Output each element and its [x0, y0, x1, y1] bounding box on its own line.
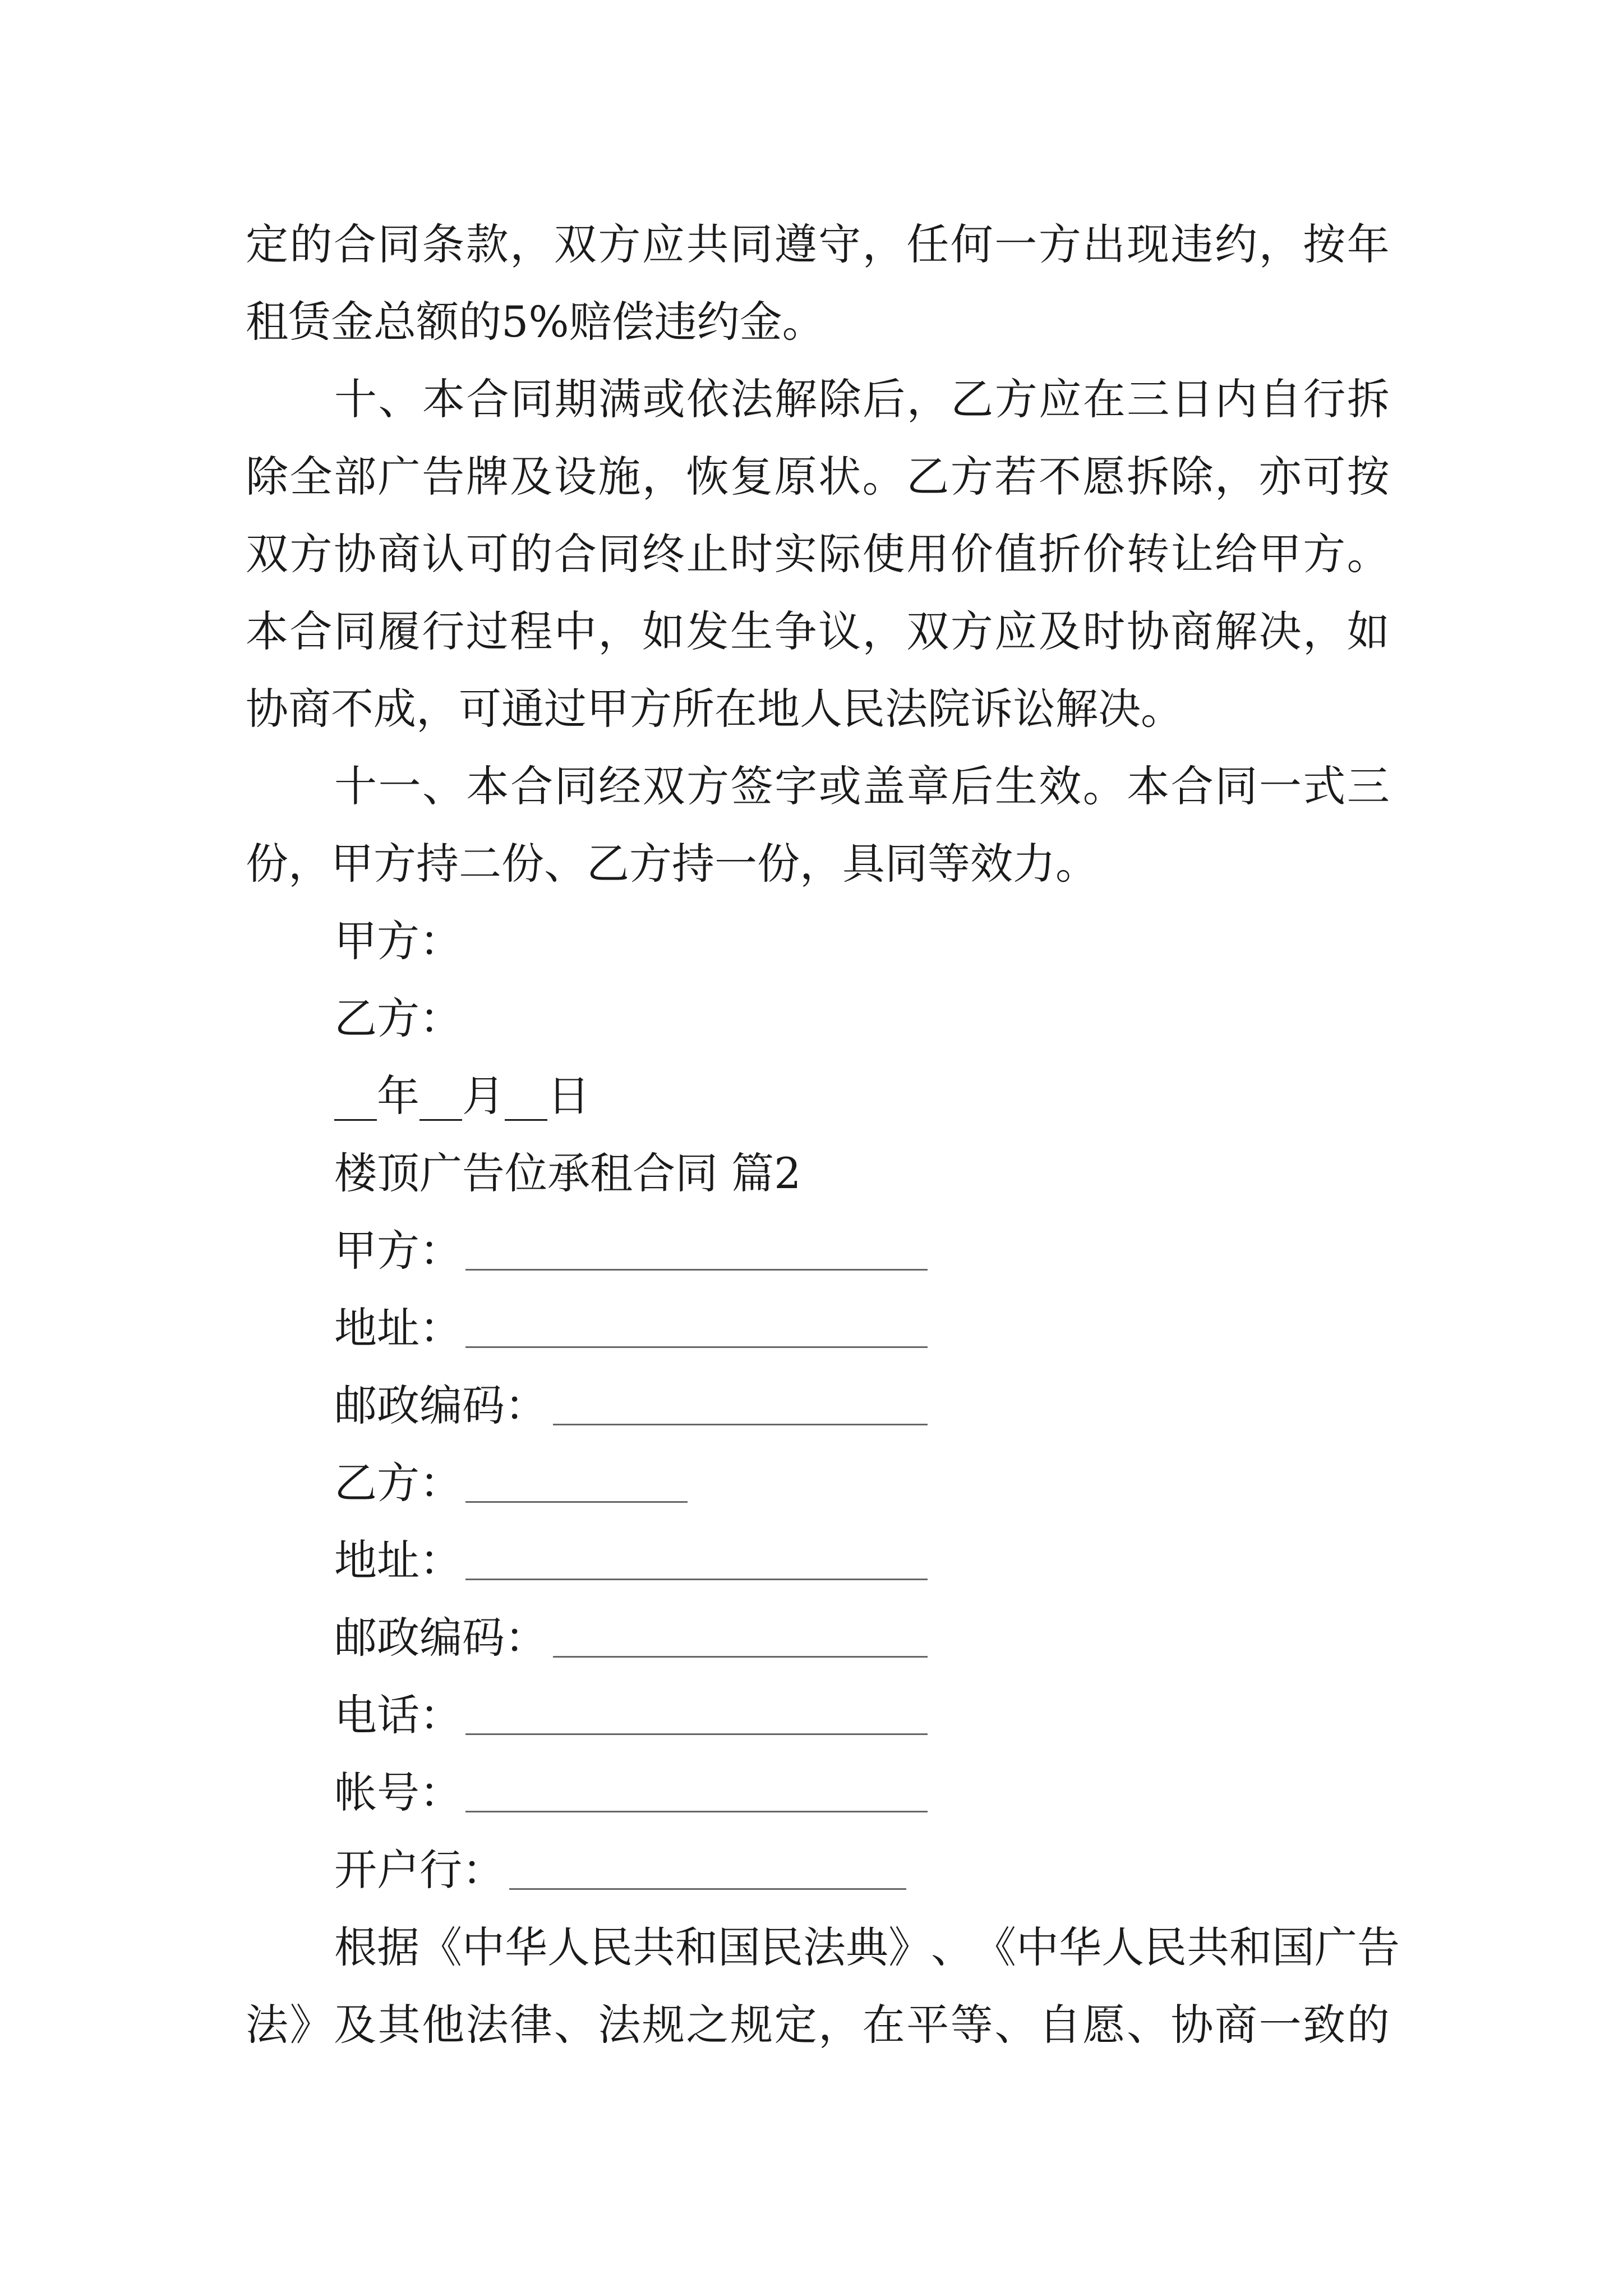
party-a-blank: [465, 1269, 928, 1271]
paragraph-line: 定 的 合 同 条 款 ， 双 方 应 共 同 遵 守 ， 任 何 一 方 出 现 违 约 ， 按 年: [246, 219, 1390, 269]
paragraph-line: 根 据 《 中 华 人 民 共 和 国 民 法 典 》 、 《 中 华 人 民 共 和 国 广 告: [334, 1922, 1400, 1972]
party-b-blank: [465, 1501, 688, 1503]
address-b-label: 地址：: [334, 1535, 462, 1585]
account-label: 帐号：: [334, 1768, 462, 1818]
paragraph-line: 租赁金总额的5%赔偿违约金。: [246, 297, 825, 347]
bank-label: 开户行：: [334, 1845, 505, 1895]
paragraph-line: 双 方 协 商 认 可 的 合 同 终 止 时 实 际 使 用 价 值 折 价 转 让 给 甲 方 。: [246, 529, 1390, 579]
address-b-blank: [465, 1579, 928, 1580]
bank-blank: [509, 1888, 906, 1890]
paragraph-line: 份，甲方持二份、乙方持一份，具同等效力。: [246, 839, 1098, 889]
date-line: __年__月__日: [334, 1071, 590, 1121]
postcode-a-label: 邮政编码：: [334, 1381, 547, 1430]
postcode-b-blank: [553, 1656, 928, 1658]
section-title: 楼顶广告位承租合同 篇2: [334, 1148, 801, 1198]
paragraph-line: 十 一 、 本 合 同 经 双 方 签 字 或 盖 章 后 生 效 。 本 合 同 一 式 三: [334, 761, 1390, 811]
party-a-label: 甲方：: [334, 1226, 462, 1276]
paragraph-line: 十 、 本 合 同 期 满 或 依 法 解 除 后 ， 乙 方 应 在 三 日 内 自 行 拆: [334, 374, 1390, 424]
account-blank: [465, 1811, 928, 1812]
paragraph-line: 协商不成，可通过甲方所在地人民法院诉讼解决。: [246, 684, 1183, 734]
phone-label: 电话：: [334, 1690, 462, 1740]
phone-blank: [465, 1733, 928, 1735]
postcode-a-blank: [553, 1424, 928, 1425]
signature-party-b: 乙方：: [334, 993, 462, 1043]
paragraph-line: 除 全 部 广 告 牌 及 设 施 ， 恢 复 原 状 。 乙 方 若 不 愿 拆 除 ， 亦 可 按: [246, 452, 1390, 501]
address-a-blank: [465, 1346, 928, 1348]
address-a-label: 地址：: [334, 1303, 462, 1353]
party-b-label: 乙方：: [334, 1458, 462, 1508]
paragraph-line: 本 合 同 履 行 过 程 中 ， 如 发 生 争 议 ， 双 方 应 及 时 协 商 解 决 ， 如: [246, 606, 1390, 656]
paragraph-line: 法 》 及 其 他 法 律 、 法 规 之 规 定 ， 在 平 等 、 自 愿 、 协 商 一 致 的: [246, 2000, 1390, 2050]
postcode-b-label: 邮政编码：: [334, 1613, 547, 1663]
signature-party-a: 甲方：: [334, 916, 462, 966]
